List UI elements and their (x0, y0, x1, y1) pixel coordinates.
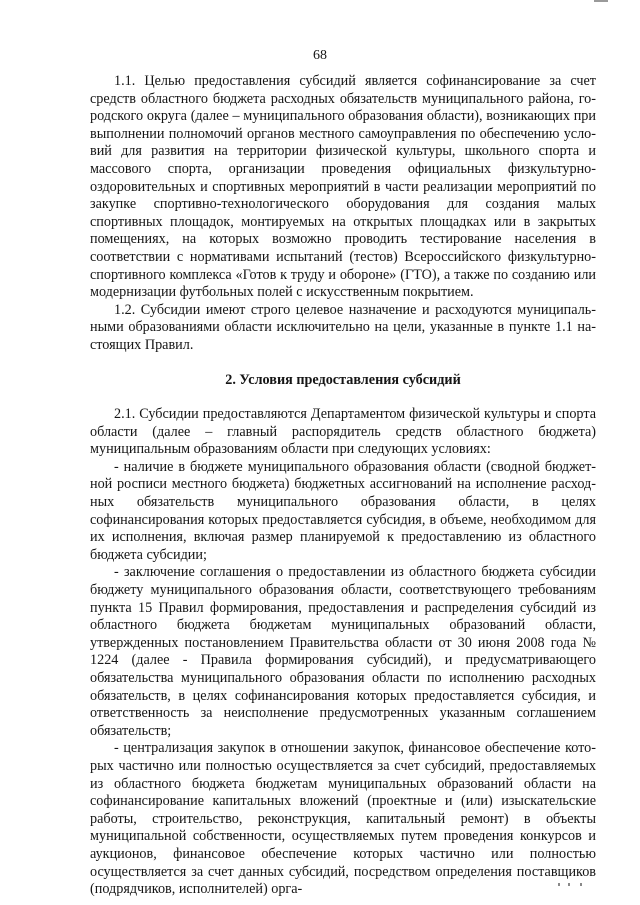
paragraph-2-1-line-3: муниципальным образованиям области при следующих условиях: (90, 441, 491, 458)
spacer (90, 355, 596, 372)
page-number: 68 (313, 48, 327, 63)
condition-budget-allocation: - наличие в бюджете муниципального образования области (сводной бюджетной росписи местного бюджета) бюджетных ассигнований на исполнение расходных обязательств муниципального образования области, в целях софинансирования которых предоставляется субсидия, в объеме, необходимом для их исполнения, включая размер планируемой к предоставлению из областного бюджета субсидии; (90, 458, 596, 563)
paragraph-1-1: 1.1. Целью предоставления субсидий является софинансирование за счет средств областного бюджета расходных обязательств муниципального района, городского округа (далее – муниципального образования области), возникающих при выполнении полномочий органов местного самоуправления по обеспечению условий для развития на территории физической культуры, школьного спорта и массового спорта, организации проведения официальных физкультурно-оздоровительных и спортивных мероприятий в части реализации мероприятий по закупке спортивно-технологического оборудования для создания малых спортивных площадок, монтируемых на открытых площадках или в закрытых помещениях, на которых возможно проводить тестирование населения в соответствии с нормативами испытаний (тестов) Всероссийского физкультурно-спортивного комплекса «Готов к труду и обороне» (ГТО), а также по созданию или модернизации футбольных полей с искусственным покрытием. (90, 73, 596, 301)
spacer (90, 389, 596, 406)
condition-procurement-centralization: - централизация закупок в отношении закупок, финансовое обеспечение которых частично или полностью осуществляется за счет субсидий, предоставляемых из областного бюджета бюджетам муниципальных образований области на софинансирование капитальных вложений (проектные и (или) изыскательские работы, строительство, реконструкция, капитальный ремонт) в объекты муниципальной собственности, осуществляемых путем проведения конкурсов и аукционов, финансовое обеспечение которых частично или полностью осуществляется за счет данных субсидий, посредством определения поставщиков (подрядчиков, исполнителей) орга- (90, 740, 596, 898)
condition-agreement: - заключение соглашения о предоставлении из областного бюджета субсидии бюджету муниципального образования области, соответствующего требованиям пункта 15 Правил формирования, предоставления и распределения субсидий из областного бюджета бюджетам муниципальных образований области, утвержденных постановлением Правительства области от 30 июня 2008 года № 1224 (далее - Правила формирования субсидий), и предусматривающего обязательства муниципального образования области по исполнению расходных обязательств, в целях софинансирования которых предоставляется субсидия, и ответственность за неисполнение предусмотренных указанным соглашением обязательств; (90, 564, 596, 739)
paragraph-2-1-line-2: области (далее – главный распорядитель средств областного бюджета) (90, 423, 596, 440)
scan-corner-mark (594, 0, 608, 2)
section-heading: 2. Условия предоставления субсидий (225, 371, 461, 388)
paragraph-1-2: 1.2. Субсидии имеют строго целевое назначение и расходуются муниципальными образованиями области исключительно на цели, указанные в пункте 1.1 настоящих Правил. (90, 301, 596, 353)
document-body (90, 73, 596, 899)
scan-footer-mark (558, 883, 588, 887)
paragraph-2-1-line-1: 2.1. Субсидии предоставляются Департаментом физической культуры и спорта (114, 406, 596, 423)
